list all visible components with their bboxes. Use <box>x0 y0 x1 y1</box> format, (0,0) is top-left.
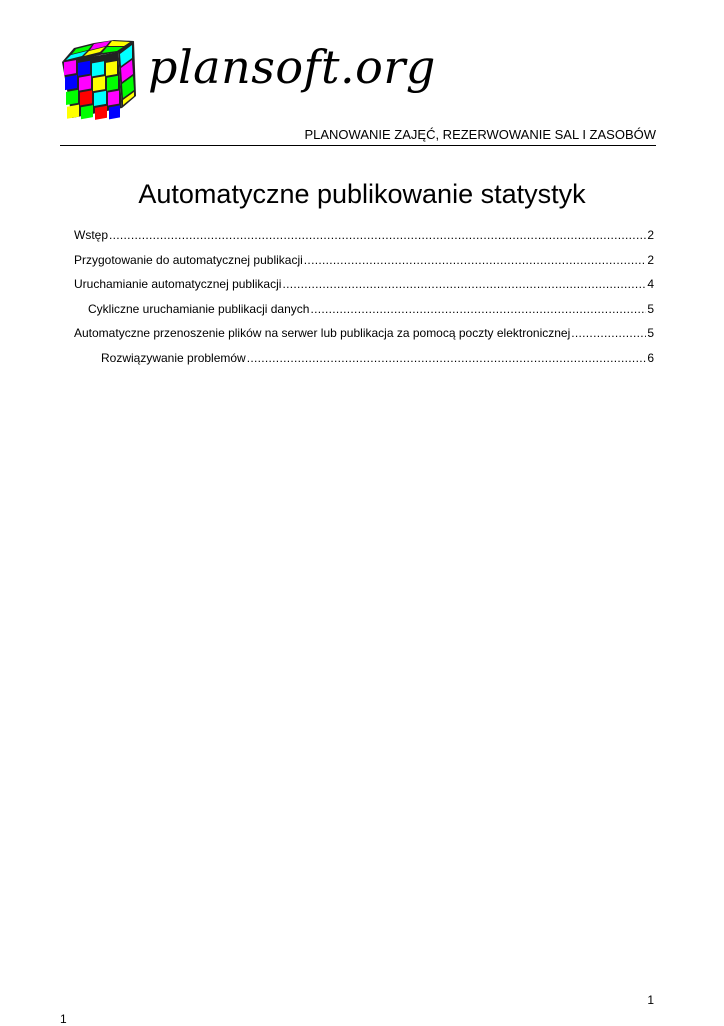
document-title: Automatyczne publikowanie statystyk <box>138 179 586 209</box>
toc-entry-page: 6 <box>647 350 654 365</box>
toc-entry[interactable] <box>74 277 654 302</box>
toc-entry[interactable] <box>74 351 654 376</box>
toc-dot-leader <box>304 253 647 267</box>
toc-dot-leader <box>310 302 646 316</box>
cube-front-face <box>62 52 122 120</box>
table-of-contents <box>74 228 654 375</box>
page-number: 1 <box>647 993 654 1007</box>
rubiks-cube-logo-icon <box>60 38 142 120</box>
toc-dot-leader <box>571 326 646 340</box>
site-logo-text: plansoft.org <box>148 40 436 94</box>
toc-entry-page: 2 <box>647 228 654 242</box>
toc-entry[interactable] <box>74 326 654 351</box>
toc-entry-title: Cykliczne uruchamianie publikacji danych <box>88 301 310 316</box>
toc-entry[interactable] <box>74 228 654 253</box>
toc-entry-page: 4 <box>647 277 654 291</box>
page-number-secondary: 1 <box>60 1012 67 1026</box>
toc-entry-title: Automatyczne przenoszenie plików na serwer lub publikacja za pomocą poczty elektronicznej <box>74 326 571 340</box>
header-divider <box>60 145 656 146</box>
toc-entry-title: Uruchamianie automatycznej publikacji <box>74 277 282 291</box>
toc-entry[interactable] <box>74 302 654 327</box>
toc-entry-title: Wstęp <box>74 228 109 242</box>
toc-entry-title: Rozwiązywanie problemów <box>101 350 246 365</box>
toc-entry-page: 5 <box>647 301 654 316</box>
toc-entry-title: Przygotowanie do automatycznej publikacji <box>74 252 303 267</box>
toc-entry-page: 2 <box>647 252 654 267</box>
header-subtitle: PLANOWANIE ZAJĘĆ, REZERWOWANIE SAL I ZASOBÓW <box>304 127 656 142</box>
toc-entry-page: 5 <box>647 326 654 340</box>
toc-dot-leader <box>247 351 647 365</box>
toc-dot-leader <box>109 228 646 242</box>
toc-dot-leader <box>282 277 646 291</box>
toc-entry[interactable] <box>74 253 654 278</box>
